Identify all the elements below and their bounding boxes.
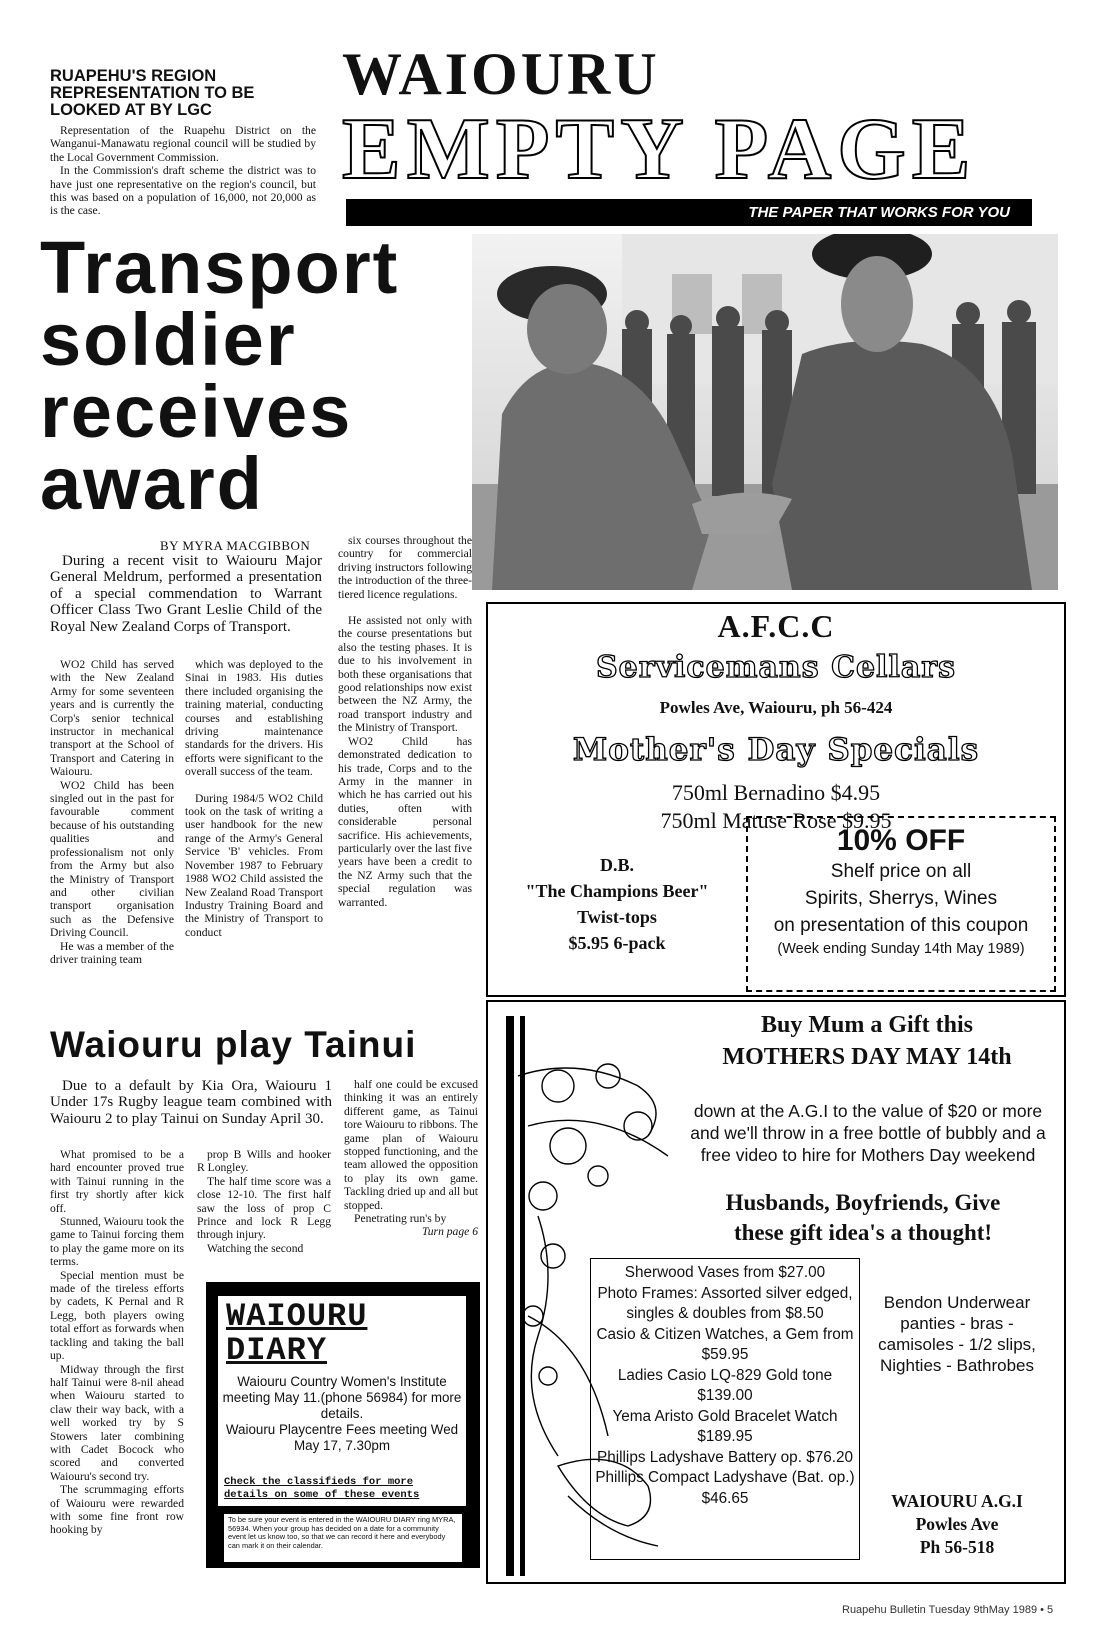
masthead-tagline-bar <box>346 199 1032 226</box>
sport-column-1 <box>50 1148 184 1537</box>
wine-special: 750ml Bernadino $4.95 <box>671 780 881 805</box>
agi-store-info <box>868 1490 1046 1559</box>
headline-line: receives <box>40 370 353 453</box>
coupon-line: Shelf price on all <box>830 861 972 882</box>
side-headline-line: RUAPEHU'S REGION <box>50 67 217 85</box>
coupon-line: Spirits, Sherrys, Wines <box>804 888 998 909</box>
turn-page-note: Turn page 6 <box>421 1225 478 1239</box>
agi-gift-ad <box>486 1000 1066 1584</box>
headline-line: Transport <box>40 226 400 309</box>
masthead-subtitle <box>342 101 1030 198</box>
paragraph: WO2 Child has served with the New Zealand Army for some seventeen years and is currently the Corp's senior technical instructor in mechanical transport at the School of Transport and Catering in Waiouru. <box>50 658 174 779</box>
paragraph: WO2 Child has been singled out in the past for favourable comment because of his outstanding qualities and professionalism not only from the Army but also the Ministry of Transport and other civilian transport organisation such as the Defensive Driving Council. <box>50 778 174 940</box>
specials-title: Mother's Day Specials <box>572 732 980 768</box>
agi-headline-2 <box>668 1188 1058 1248</box>
side-headline-line: LOOKED AT BY LGC <box>50 101 212 119</box>
paragraph: Midway through the first half Tainui were 8-nil ahead when Waiouru started to claw their way back, with a well worked try by S Stowers later combining with Cadet Bocock who scored and converted Waiouru's second try. <box>50 1362 184 1483</box>
paragraph: Special mention must be made of the tireless efforts by cadets, K Pernal and R Legg, both players owing total effort as forwards when tackling and taking the ball up. <box>50 1268 184 1363</box>
diary-entry: Waiouru Playcentre Fees meeting Wed May 17, 7.30pm <box>225 1422 459 1453</box>
sport-column-2 <box>197 1148 331 1255</box>
main-story-column-3 <box>338 534 472 909</box>
gift-item: Ladies Casio LQ-829 Gold tone $139.00 <box>617 1366 833 1404</box>
masthead-tagline: THE PAPER THAT WORKS FOR YOU <box>748 204 1010 221</box>
gift-item: Phillips Ladyshave Battery op. $76.20 <box>597 1448 853 1466</box>
coupon-note: (Week ending Sunday 14th May 1989) <box>777 941 1025 957</box>
diary-title-line: DIARY <box>226 1332 328 1369</box>
main-story-column-1 <box>50 658 174 966</box>
beer-line: Twist-tops <box>577 907 657 927</box>
gift-item: Sherwood Vases from $27.00 <box>624 1264 826 1281</box>
bendon-lingerie-text: Bendon Underwear panties - bras - camisoles - 1/2 slips, Nighties - Bathrobes <box>878 1293 1036 1375</box>
paragraph: Penetrating run's by <box>354 1212 447 1226</box>
masthead-title: WAIOURU <box>342 41 660 107</box>
diary-footnote: To be sure your event is entered in the WAIOURU DIARY ring MYRA, 56934. When your group has decided on a date for a community event let us know too, so that we can record it here and everybody can mark it on their calendar. <box>224 1514 462 1562</box>
paragraph: The scrummaging efforts of Waiouru were rewarded with some fine front row hooking by <box>50 1483 184 1537</box>
beer-line: "The Champions Beer" <box>525 881 709 901</box>
gift-item: Phillips Compact Ladyshave (Bat. op.) $46.65 <box>595 1469 855 1507</box>
side-paragraph: In the Commission's draft scheme the district was to have just one representative on the region's council, but this was based on a population of 16,000, not 20,000 as is the case. <box>50 164 316 218</box>
store-line: Ph 56-518 <box>919 1537 995 1557</box>
diary-panel <box>218 1296 466 1506</box>
gift-item: Casio & Citizen Watches, a Gem from $59.95 <box>596 1325 854 1363</box>
sport-column-3 <box>344 1078 478 1239</box>
coupon-discount: 10% OFF <box>836 824 966 857</box>
paragraph: Stunned, Waiouru took the game to Tainui forcing them to play the game more on its terms. <box>50 1215 184 1269</box>
paragraph: Watching the second <box>207 1241 304 1255</box>
soldiers-handshake-image <box>472 234 1058 590</box>
diary-entries <box>222 1374 462 1454</box>
store-line: WAIOURU A.G.I <box>891 1491 1023 1511</box>
paragraph: WO2 Child has demonstrated dedication to his trade, Corps and to the Army in the manner in which he has carried out his duties, often with considerable personal sacrifice. His achievements, particularly over the last five years have been a credit to the NZ Army such that the special regulation was warranted. <box>338 734 472 909</box>
discount-coupon <box>746 816 1056 992</box>
wine-special: 750ml Matuse Rose $9.95 <box>660 808 892 833</box>
sport-lead <box>50 1078 332 1127</box>
coupon-line: on presentation of this coupon <box>773 915 1029 936</box>
main-story-column-2 <box>185 658 323 939</box>
page-footer: Ruapehu Bulletin Tuesday 9thMay 1989 • 5 <box>842 1604 1054 1616</box>
beer-line: D.B. <box>599 855 634 875</box>
paragraph: half one could be excused thinking it was an entirely different game, as Tainui tore Waiouru to ribbons. The game plan of Waiouru stopped functioning, and the team allowed the opposition to play its own game. Tackling dried up and all but stopped. <box>344 1078 478 1212</box>
paragraph: six courses throughout the country for commercial driving instructors following the introduction of the three-tiered licence regulations. <box>338 534 472 601</box>
diary-check-note: Check the classifieds for more details on some of these events <box>224 1476 420 1501</box>
agi-headline-2-line: Husbands, Boyfriends, Give <box>725 1190 1001 1215</box>
byline: BY MYRA MACGIBBON <box>160 538 311 553</box>
paragraph: During 1984/5 WO2 Child took on the task of writing a user handbook for the new range of the Army's General Service 'B' vehicles. From November 1987 to February 1988 WO2 Child assisted the New Zealand Road Transport Industry Training Board and the Ministry of Transport to conduct <box>185 791 323 939</box>
agi-offer-text: down at the A.G.I to the value of $20 or more and we'll throw in a free bottle of bubbly and a free video to hire for Mothers Day weekend <box>690 1101 1046 1165</box>
headline-line: award <box>40 442 264 525</box>
sport-headline: Waiouru play Tainui <box>50 1024 417 1065</box>
store-line: Powles Ave <box>915 1514 999 1534</box>
masthead-subtitle-text: EMPTY PAGE <box>342 101 977 198</box>
agi-headline-line: Buy Mum a Gift this <box>760 1012 973 1038</box>
side-headline-line: REPRESENTATION TO BE <box>50 84 255 102</box>
paragraph: The half time score was a close 12-10. The first half saw the loss of prop C Prince and lock R Legg through injury. <box>197 1174 331 1242</box>
waiouru-diary <box>206 1282 480 1568</box>
gift-item: Yema Aristo Gold Bracelet Watch $189.95 <box>612 1407 838 1445</box>
paragraph: which was deployed to the Sinai in 1983. His duties there included organising the training material, conducting courses and establishing driving maintenance standards for the drivers. His efforts were significant to the overall success of the team. <box>185 658 323 779</box>
gift-list <box>590 1258 860 1560</box>
paragraph: He assisted not only with the course presentations but also the testing phases. It is due to his involvement in both these organisations that good relationships now exist between the NZ Army, the road transport industry and the Ministry of Transport. <box>338 614 472 735</box>
paragraph: He was a member of the driver training team <box>50 939 174 966</box>
main-story-lead <box>50 553 322 635</box>
diary-title <box>226 1300 367 1368</box>
paragraph: What promised to be a hard encounter proved true with Tainui running in the first try shortly after kick off. <box>50 1148 184 1215</box>
gift-item: Photo Frames: Assorted silver edged, singles & doubles from $8.50 <box>597 1284 853 1322</box>
lead-paragraph: During a recent visit to Waiouru Major General Meldrum, performed a presentation of a special commendation to Warrant Officer Class Two Grant Leslie Child of the Royal New Zealand Corps of Transport. <box>50 553 322 635</box>
afcc-cellars-ad <box>486 602 1066 997</box>
cellars-name: Servicemans Cellars <box>596 650 956 685</box>
agi-headline-2-line: these gift idea's a thought! <box>733 1220 993 1245</box>
cellars-address: Powles Ave, Waiouru, ph 56-424 <box>659 698 893 717</box>
award-photo <box>472 234 1058 590</box>
lead-paragraph: Due to a default by Kia Ora, Waiouru 1 Under 17s Rugby league team combined with Waiouru 2 to play Tainui on Sunday April 30. <box>50 1078 332 1127</box>
side-story-body <box>50 124 316 218</box>
afcc-title: A.F.C.C <box>717 608 835 644</box>
agi-headline-line: MOTHERS DAY MAY 14th <box>722 1044 1012 1070</box>
diary-title-line: WAIOURU <box>226 1298 368 1335</box>
diary-entry: Waiouru Country Women's Institute meeting May 11.(phone 56984) for more details. <box>222 1374 462 1421</box>
paragraph: prop B Wills and hooker R Longley. <box>197 1148 331 1175</box>
headline-line: soldier <box>40 298 297 381</box>
beer-line: $5.95 6-pack <box>568 933 666 953</box>
side-paragraph: Representation of the Ruapehu District on the Wanganui-Manawatu regional council will be studied by the Local Government Commission. <box>50 124 316 164</box>
side-story-headline <box>50 68 320 119</box>
main-headline <box>40 226 480 525</box>
